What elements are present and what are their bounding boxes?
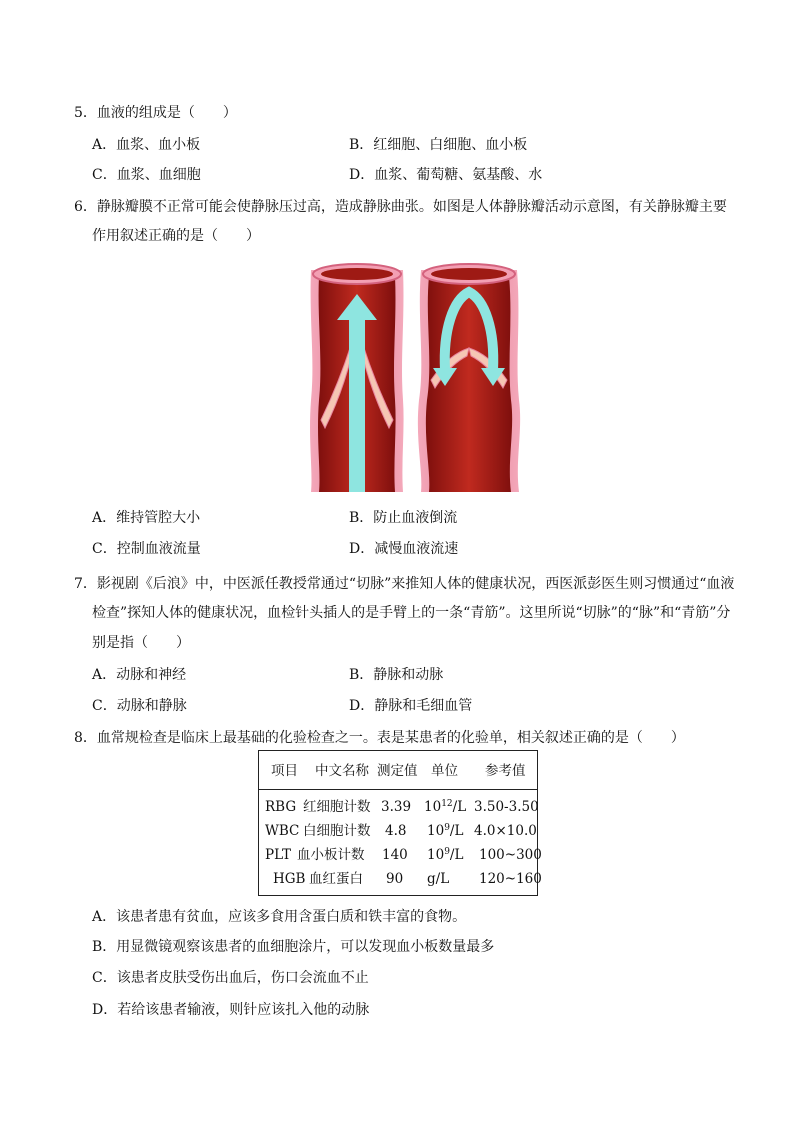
row-value: 90 [386,871,404,887]
q5-option-a[interactable]: A．血浆、血小板 [92,137,201,153]
row-name: 红细胞计数 [303,799,371,815]
row-name: 血红蛋白 [309,871,363,887]
q5-option-c[interactable]: C．血浆、血细胞 [92,167,201,183]
row-code: WBC [265,823,300,839]
q5-option-d[interactable]: D．血浆、葡萄糖、氨基酸、水 [349,167,543,183]
q8-option-b[interactable]: B．用显微镜观察该患者的血细胞涂片，可以发现血小板数量最多 [92,939,495,955]
row-unit: $10^9/L$ [427,847,464,863]
q8-option-d[interactable]: D．若给该患者输液，则针应该扎入他的动脉 [92,1002,370,1018]
row-value: 4.8 [385,823,407,839]
row-name: 血小板计数 [297,847,365,863]
header-item: 项目 [271,763,298,779]
row-name: 白细胞计数 [303,823,371,839]
row-value: 3.39 [381,799,412,815]
row-unit: g/L [427,871,450,887]
q6-option-b[interactable]: B．防止血液倒流 [349,510,458,526]
q6-option-c[interactable]: C．控制血液流量 [92,541,201,557]
header-measured-value: 测定值 [377,763,418,779]
header-reference: 参考值 [485,763,526,779]
row-code: HGB [273,871,306,887]
header-chinese-name: 中文名称 [315,763,369,779]
vein-closed-valve [418,264,520,492]
q6-option-a[interactable]: A．维持管腔大小 [92,510,201,526]
q7-stem-line2: 检查”探知人体的健康状况，血检针头插人的是手臂上的一条“青筋”。这里所说“切脉”的“脉”和“青筋”分 [92,605,731,621]
row-reference: 4.0×10.0 [474,823,537,839]
q7-option-a[interactable]: A．动脉和神经 [92,667,187,683]
q8-option-a[interactable]: A．该患者患有贫血，应该多食用含蛋白质和铁丰富的食物。 [92,909,467,925]
q7-stem-line3: 别是指（ ） [92,635,190,651]
vein-valve-figure [305,260,535,495]
row-value: 140 [382,847,408,863]
q8-stem: 8．血常规检查是临床上最基础的化验检查之一。表是某患者的化验单，相关叙述正确的是（ ） [74,730,685,746]
header-unit: 单位 [431,763,458,779]
row-code: RBG [265,799,297,815]
row-reference: 120~160 [479,871,542,887]
q8-option-c[interactable]: C．该患者皮肤受伤出血后，伤口会流血不止 [92,970,369,986]
q7-option-d[interactable]: D．静脉和毛细血管 [349,698,473,714]
table-header [259,751,537,790]
row-unit: $10^9/L$ [427,823,464,839]
q5-option-b[interactable]: B．红细胞、白细胞、血小板 [349,137,528,153]
q7-stem-line1: 7．影视剧《后浪》中，中医派任教授常通过“切脉”来推知人体的健康状况，西医派彭医生则习惯通过“血液 [74,576,735,592]
q7-option-c[interactable]: C．动脉和静脉 [92,698,187,714]
vein-open-valve [310,264,404,492]
vein-valve-illustration [305,260,535,495]
lab-result-table [258,750,542,896]
q7-option-b[interactable]: B．静脉和动脉 [349,667,444,683]
q6-option-d[interactable]: D．减慢血液流速 [349,541,459,557]
row-reference: 3.50-3.50 [474,799,539,815]
q5-stem: 5．血液的组成是（ ） [74,105,237,121]
row-reference: 100~300 [479,847,542,863]
row-unit: $10^{12}/L$ [424,799,467,815]
row-code: PLT [265,847,291,863]
q6-stem-line1: 6．静脉瓣膜不正常可能会使静脉压过高，造成静脉曲张。如图是人体静脉瓣活动示意图，有关静脉瓣主要 [74,199,727,215]
q6-stem-line2: 作用叙述正确的是（ ） [92,228,260,244]
